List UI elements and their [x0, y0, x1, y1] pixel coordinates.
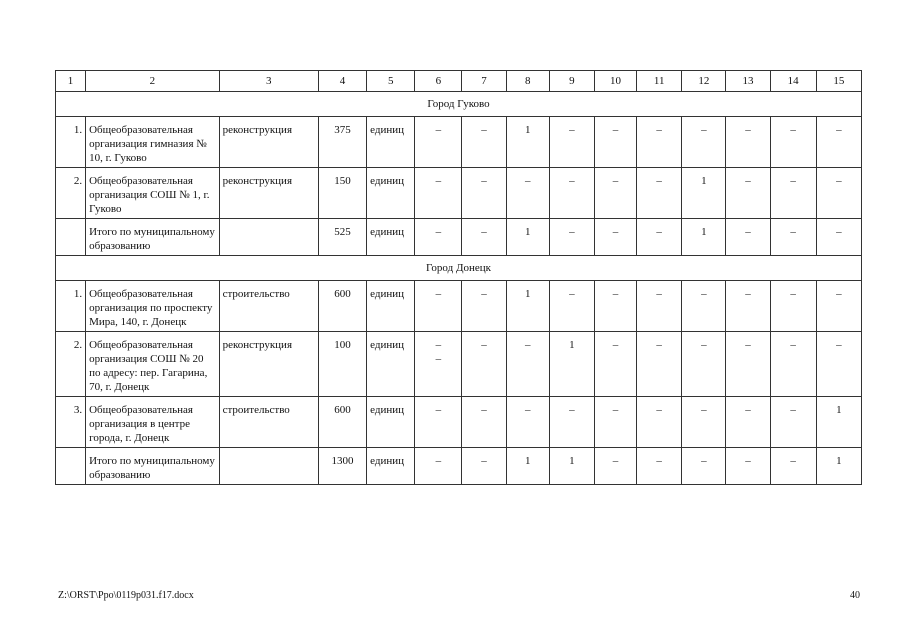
year-cell-14: –	[770, 281, 816, 332]
year-cell-13: –	[726, 168, 770, 219]
capacity-value: 1300	[318, 448, 366, 485]
year-cell-15: –	[816, 281, 861, 332]
year-cell-10: –	[594, 281, 636, 332]
capacity-value: 600	[318, 397, 366, 448]
year-cell-11: –	[637, 219, 682, 256]
year-cell-7: –	[462, 397, 506, 448]
object-name: Общеобразовательная организация по проспекту Мира, 140, г. Донецк	[86, 281, 219, 332]
year-cell-8: –	[506, 168, 549, 219]
year-cell-9: 1	[549, 332, 594, 397]
year-cell-14: –	[770, 117, 816, 168]
capacity-value: 600	[318, 281, 366, 332]
year-cell-8: 1	[506, 448, 549, 485]
year-cell-11: –	[637, 332, 682, 397]
year-cell-10: –	[594, 397, 636, 448]
work-type: строительство	[219, 281, 318, 332]
year-cell-8: 1	[506, 281, 549, 332]
year-cell-7: –	[462, 117, 506, 168]
header-cell-12: 12	[682, 71, 726, 92]
year-cell-12: –	[682, 281, 726, 332]
page-number: 40	[850, 590, 860, 601]
year-cell-15: –	[816, 219, 861, 256]
object-name: Общеобразовательная организация гимназия № 10, г. Гуково	[86, 117, 219, 168]
table-row	[56, 332, 862, 397]
table-row	[56, 281, 862, 332]
table-row	[56, 448, 862, 485]
year-cell-15: 1	[816, 448, 861, 485]
object-name: Общеобразовательная организация в центре города, г. Донецк	[86, 397, 219, 448]
capacity-unit: единиц	[367, 117, 415, 168]
table-row	[56, 397, 862, 448]
work-type: реконструкция	[219, 332, 318, 397]
capacity-unit: единиц	[367, 397, 415, 448]
year-cell-10: –	[594, 168, 636, 219]
year-cell-15: –	[816, 332, 861, 397]
year-cell-14: –	[770, 448, 816, 485]
work-type	[219, 448, 318, 485]
capacity-unit: единиц	[367, 168, 415, 219]
object-name: Итого по муниципальному образованию	[86, 448, 219, 485]
year-cell-15: –	[816, 168, 861, 219]
year-cell-9: 1	[549, 448, 594, 485]
capacity-unit: единиц	[367, 281, 415, 332]
year-cell-10: –	[594, 448, 636, 485]
table-header-row	[56, 71, 862, 92]
row-number: 1.	[56, 281, 86, 332]
year-cell-12: –	[682, 397, 726, 448]
year-cell-10: –	[594, 117, 636, 168]
year-cell-12: 1	[682, 219, 726, 256]
year-cell-6: –	[415, 448, 462, 485]
table-row	[56, 219, 862, 256]
year-cell-13: –	[726, 397, 770, 448]
year-cell-8: 1	[506, 117, 549, 168]
year-cell-14: –	[770, 332, 816, 397]
row-number: 1.	[56, 117, 86, 168]
header-cell-15: 15	[816, 71, 861, 92]
section-title: Город Гуково	[56, 92, 862, 117]
header-cell-13: 13	[726, 71, 770, 92]
header-cell-1: 1	[56, 71, 86, 92]
year-cell-9: –	[549, 281, 594, 332]
year-cell-6: –	[415, 281, 462, 332]
year-cell-6: –	[415, 168, 462, 219]
row-number: 3.	[56, 397, 86, 448]
year-cell-9: –	[549, 397, 594, 448]
year-cell-7: –	[462, 332, 506, 397]
object-name: Общеобразовательная организация СОШ № 20 по адресу: пер. Гагарина, 70, г. Донецк	[86, 332, 219, 397]
year-cell-7: –	[462, 448, 506, 485]
header-cell-6: 6	[415, 71, 462, 92]
capacity-value: 375	[318, 117, 366, 168]
section-row	[56, 92, 862, 117]
year-cell-7: –	[462, 219, 506, 256]
section-title: Город Донецк	[56, 256, 862, 281]
year-cell-13: –	[726, 219, 770, 256]
year-cell-6: –	[415, 117, 462, 168]
year-cell-10: –	[594, 332, 636, 397]
year-cell-11: –	[637, 281, 682, 332]
year-cell-8: –	[506, 332, 549, 397]
header-cell-10: 10	[594, 71, 636, 92]
work-type: реконструкция	[219, 117, 318, 168]
year-cell-7: –	[462, 281, 506, 332]
work-type	[219, 219, 318, 256]
row-number: 2.	[56, 168, 86, 219]
year-cell-13: –	[726, 117, 770, 168]
year-cell-6: –	[415, 219, 462, 256]
header-cell-8: 8	[506, 71, 549, 92]
year-cell-9: –	[549, 219, 594, 256]
year-cell-11: –	[637, 448, 682, 485]
header-cell-7: 7	[462, 71, 506, 92]
year-cell-12: –	[682, 117, 726, 168]
year-cell-14: –	[770, 219, 816, 256]
year-cell-15: –	[816, 117, 861, 168]
year-cell-14: –	[770, 397, 816, 448]
work-type: строительство	[219, 397, 318, 448]
year-cell-13: –	[726, 281, 770, 332]
capacity-value: 150	[318, 168, 366, 219]
capacity-value: 525	[318, 219, 366, 256]
row-number	[56, 219, 86, 256]
header-cell-9: 9	[549, 71, 594, 92]
year-cell-13: –	[726, 332, 770, 397]
year-cell-11: –	[637, 397, 682, 448]
year-cell-12: –	[682, 448, 726, 485]
header-cell-2: 2	[86, 71, 219, 92]
year-cell-8: –	[506, 397, 549, 448]
capacity-unit: единиц	[367, 448, 415, 485]
capacity-value: 100	[318, 332, 366, 397]
table-row	[56, 117, 862, 168]
document-table	[55, 70, 862, 485]
table-body	[56, 71, 862, 485]
header-cell-3: 3	[219, 71, 318, 92]
year-cell-13: –	[726, 448, 770, 485]
year-cell-12: –	[682, 332, 726, 397]
year-cell-6: – –	[415, 332, 462, 397]
header-cell-4: 4	[318, 71, 366, 92]
year-cell-9: –	[549, 117, 594, 168]
year-cell-10: –	[594, 219, 636, 256]
section-row	[56, 256, 862, 281]
capacity-unit: единиц	[367, 332, 415, 397]
object-name: Итого по муниципальному образованию	[86, 219, 219, 256]
work-type: реконструкция	[219, 168, 318, 219]
row-number: 2.	[56, 332, 86, 397]
year-cell-14: –	[770, 168, 816, 219]
header-cell-11: 11	[637, 71, 682, 92]
year-cell-6: –	[415, 397, 462, 448]
year-cell-12: 1	[682, 168, 726, 219]
year-cell-11: –	[637, 117, 682, 168]
capacity-unit: единиц	[367, 219, 415, 256]
year-cell-11: –	[637, 168, 682, 219]
header-cell-14: 14	[770, 71, 816, 92]
year-cell-9: –	[549, 168, 594, 219]
file-path: Z:\ORST\Ppo\0119p031.f17.docx	[58, 590, 194, 601]
table-row	[56, 168, 862, 219]
year-cell-7: –	[462, 168, 506, 219]
row-number	[56, 448, 86, 485]
object-name: Общеобразовательная организация СОШ № 1, г. Гуково	[86, 168, 219, 219]
year-cell-8: 1	[506, 219, 549, 256]
header-cell-5: 5	[367, 71, 415, 92]
year-cell-15: 1	[816, 397, 861, 448]
